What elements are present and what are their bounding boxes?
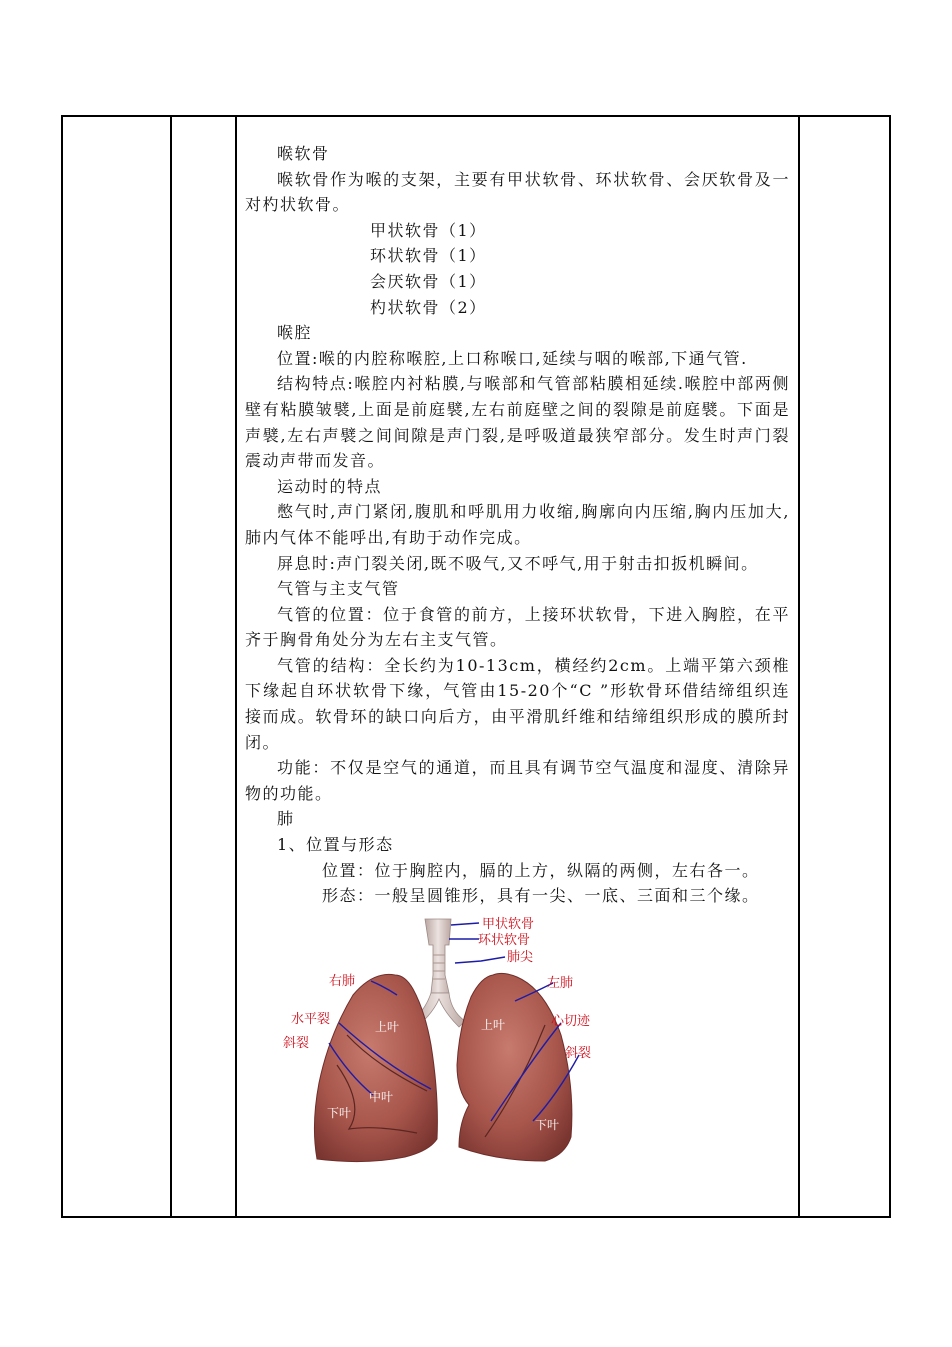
- label-right-lung: 右肺: [329, 973, 356, 989]
- label-left-lung: 左肺: [547, 975, 574, 991]
- right-lung-shape: [314, 974, 437, 1161]
- paragraph-trachea-function: 功能：不仅是空气的通道，而且具有调节空气温度和湿度、清除异物的功能。: [245, 758, 790, 803]
- heading-larynx-cartilage: 喉软骨: [277, 144, 330, 163]
- column-divider-3: [798, 117, 800, 1216]
- left-lung-shape: [457, 973, 572, 1161]
- label-middle-lobe: 中叶: [369, 1089, 394, 1104]
- label-thyroid-cartilage: 甲状软骨: [482, 916, 535, 932]
- list-item-epiglottis: 会厌软骨（1）: [370, 271, 487, 291]
- heading-lung: 肺: [277, 809, 295, 829]
- list-item-cricoid: 环状软骨（1）: [370, 246, 487, 266]
- paragraph-breath-holding: 憋气时,声门紧闭,腹肌和呼肌用力收缩,胸廓向内压缩,胸内压加大,肺内气体不能呼出,有助于动作完成。: [245, 502, 790, 547]
- column-divider-2: [235, 117, 237, 1216]
- paragraph-breath-pause: 屏息时:声门裂关闭,既不吸气,又不呼气,用于射击扣扳机瞬间。: [277, 553, 759, 573]
- paragraph-lung-position: 位置：位于胸腔内，膈的上方，纵隔的两侧，左右各一。: [322, 860, 760, 880]
- paragraph-trachea-position: 气管的位置：位于食管的前方，上接环状软骨，下进入胸腔，在平齐于胸骨角处分为左右主支气管。: [245, 604, 790, 650]
- label-upper-lobe-right: 上叶: [375, 1019, 400, 1034]
- subheading-position-shape: 1、位置与形态: [277, 835, 394, 855]
- label-horizontal-fissure: 水平裂: [291, 1011, 331, 1027]
- label-lower-lobe-right: 下叶: [327, 1105, 352, 1120]
- paragraph-trachea-structure: 气管的结构：全长约为10-13cm，横经约2cm。上端平第六颈椎下缘起自环状软骨下缘，气管由15-20个“C ”形软骨环借结缔组织连接而成。软骨环的缺口向后方，由平滑肌纤维和结缔组织形成的膜所封闭。: [245, 655, 790, 752]
- list-item-arytenoid: 杓状软骨（2）: [370, 297, 487, 317]
- paragraph-lung-shape: 形态：一般呈圆锥形，具有一尖、一底、三面和三个缘。: [322, 886, 760, 906]
- column-divider-1: [170, 117, 172, 1216]
- label-cardiac-notch: 心切迹: [551, 1013, 591, 1029]
- label-lung-apex: 肺尖: [507, 949, 534, 965]
- list-item-thyroid: 甲状软骨（1）: [370, 220, 487, 240]
- label-cricoid-cartilage: 环状软骨: [478, 932, 531, 948]
- label-oblique-fissure-left: 斜裂: [565, 1045, 592, 1061]
- lung-anatomy-figure: [245, 915, 790, 1165]
- paragraph-cavity-structure: 结构特点:喉腔内衬粘膜,与喉部和气管部粘膜相延续.喉腔中部两侧壁有粘膜皱襞,上面是前庭襞,左右前庭壁之间的裂隙是前庭襞。下面是声襞,左右声襞之间间隙是声门裂,是呼吸道最狭窄部分。发生时声门裂震动声带而发音。: [245, 374, 790, 471]
- heading-laryngeal-cavity: 喉腔: [277, 323, 313, 343]
- label-lower-lobe-left: 下叶: [535, 1117, 560, 1132]
- paragraph-cavity-position: 位置:喉的内腔称喉腔,上口称喉口,延续与咽的喉部,下通气管.: [277, 348, 748, 368]
- label-upper-lobe-left: 上叶: [481, 1017, 506, 1032]
- heading-trachea-bronchi: 气管与主支气管: [277, 579, 400, 599]
- label-oblique-fissure-right: 斜裂: [283, 1035, 310, 1051]
- heading-exercise-features: 运动时的特点: [277, 476, 383, 496]
- lesson-content: [245, 141, 790, 1165]
- paragraph-cartilage-overview: 喉软骨作为喉的支架，主要有甲状软骨、环状软骨、会厌软骨及一对杓状软骨。: [245, 169, 790, 215]
